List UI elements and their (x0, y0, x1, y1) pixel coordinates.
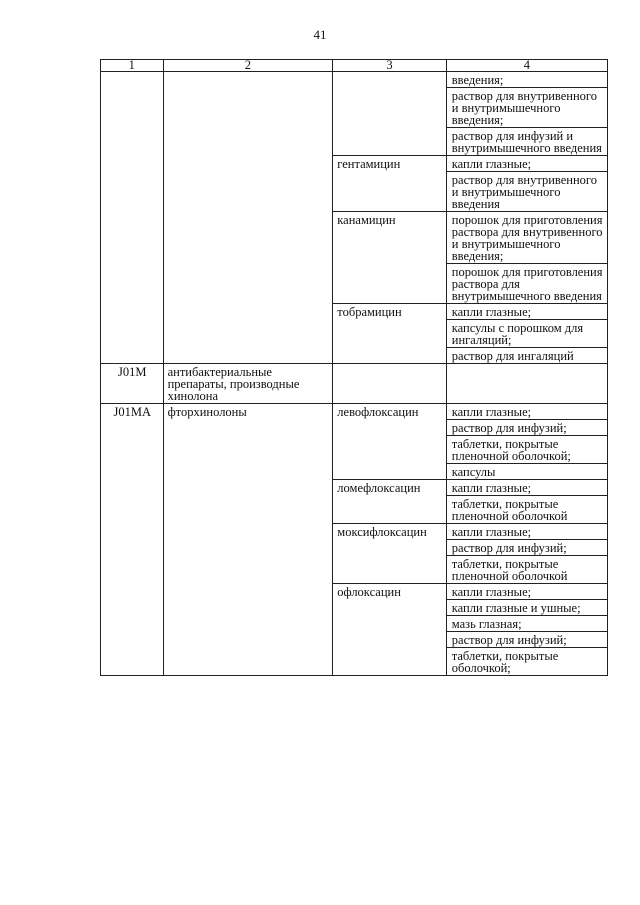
column-header-2: 2 (163, 60, 333, 72)
dosage-form: капсулы с порошком для ингаляций; (447, 319, 607, 347)
dosage-form: капли глазные; (451, 525, 532, 539)
drug-name-cell (333, 364, 446, 404)
dosage-form: таблетки, покрытые пленочной оболочкой (447, 495, 607, 523)
dosage-form: мазь глазная; (447, 615, 607, 631)
dosage-forms-cell (446, 584, 607, 676)
drug-group-cell: антибактериальные препараты, производные хинолона (163, 364, 333, 404)
dosage-form: раствор для инфузий; (447, 419, 607, 435)
dosage-form: таблетки, покрытые оболочкой; (447, 647, 607, 675)
page-number: 41 (313, 27, 327, 42)
dosage-form: таблетки, покрытые пленочной оболочкой; (447, 435, 607, 463)
drug-name-cell: канамицин (333, 212, 446, 304)
dosage-form: раствор для инфузий; (447, 539, 607, 555)
dosage-forms-cell (446, 524, 607, 584)
dosage-forms-cell (446, 404, 607, 480)
dosage-form: капли глазные и ушные; (447, 599, 607, 615)
dosage-form: таблетки, покрытые пленочной оболочкой (447, 555, 607, 583)
table-row (101, 364, 608, 404)
drug-name-cell: тобрамицин (333, 304, 446, 364)
dosage-form: капсулы (447, 463, 607, 479)
dosage-form: капли глазные; (451, 405, 532, 419)
drug-name-cell: левофлоксацин (333, 404, 446, 480)
dosage-form: введения; (451, 73, 504, 87)
dosage-form: капли глазные; (451, 585, 532, 599)
table-header-row (101, 60, 608, 72)
dosage-form: капли глазные; (451, 305, 532, 319)
column-header-4: 4 (446, 60, 607, 72)
dosage-forms-cell (446, 72, 607, 156)
dosage-forms-cell (446, 156, 607, 212)
dosage-form: раствор для инфузий; (447, 631, 607, 647)
dosage-form: капли глазные; (451, 481, 532, 495)
atc-code-cell: J01MA (101, 404, 164, 676)
atc-code-cell: J01M (101, 364, 164, 404)
drug-name-cell: моксифлоксацин (333, 524, 446, 584)
dosage-form: порошок для приготовления раствора для внутримышечного введения (447, 263, 607, 303)
dosage-form: раствор для внутривенного и внутримышечного введения; (447, 87, 607, 127)
dosage-forms-cell (446, 364, 607, 404)
dosage-forms-cell (446, 304, 607, 364)
drug-name-cell: ломефлоксацин (333, 480, 446, 524)
dosage-form: раствор для инфузий и внутримышечного введения (447, 127, 607, 155)
drug-name-cell (333, 72, 446, 156)
dosage-form: раствор для ингаляций (447, 347, 607, 363)
column-header-1: 1 (101, 60, 164, 72)
drug-name-cell: офлоксацин (333, 584, 446, 676)
dosage-forms-cell (446, 212, 607, 304)
dosage-form (447, 364, 607, 367)
table-row (101, 404, 608, 480)
column-header-3: 3 (333, 60, 446, 72)
dosage-form: раствор для внутривенного и внутримышечного введения (447, 171, 607, 211)
dosage-form: порошок для приготовления раствора для внутривенного и внутримышечного введения; (451, 213, 603, 263)
drug-group-cell (163, 72, 333, 364)
drug-list-table (100, 59, 608, 676)
table-row (101, 72, 608, 156)
dosage-form: капли глазные; (451, 157, 532, 171)
atc-code-cell (101, 72, 164, 364)
dosage-forms-cell (446, 480, 607, 524)
drug-name-cell: гентамицин (333, 156, 446, 212)
drug-group-cell: фторхинолоны (163, 404, 333, 676)
